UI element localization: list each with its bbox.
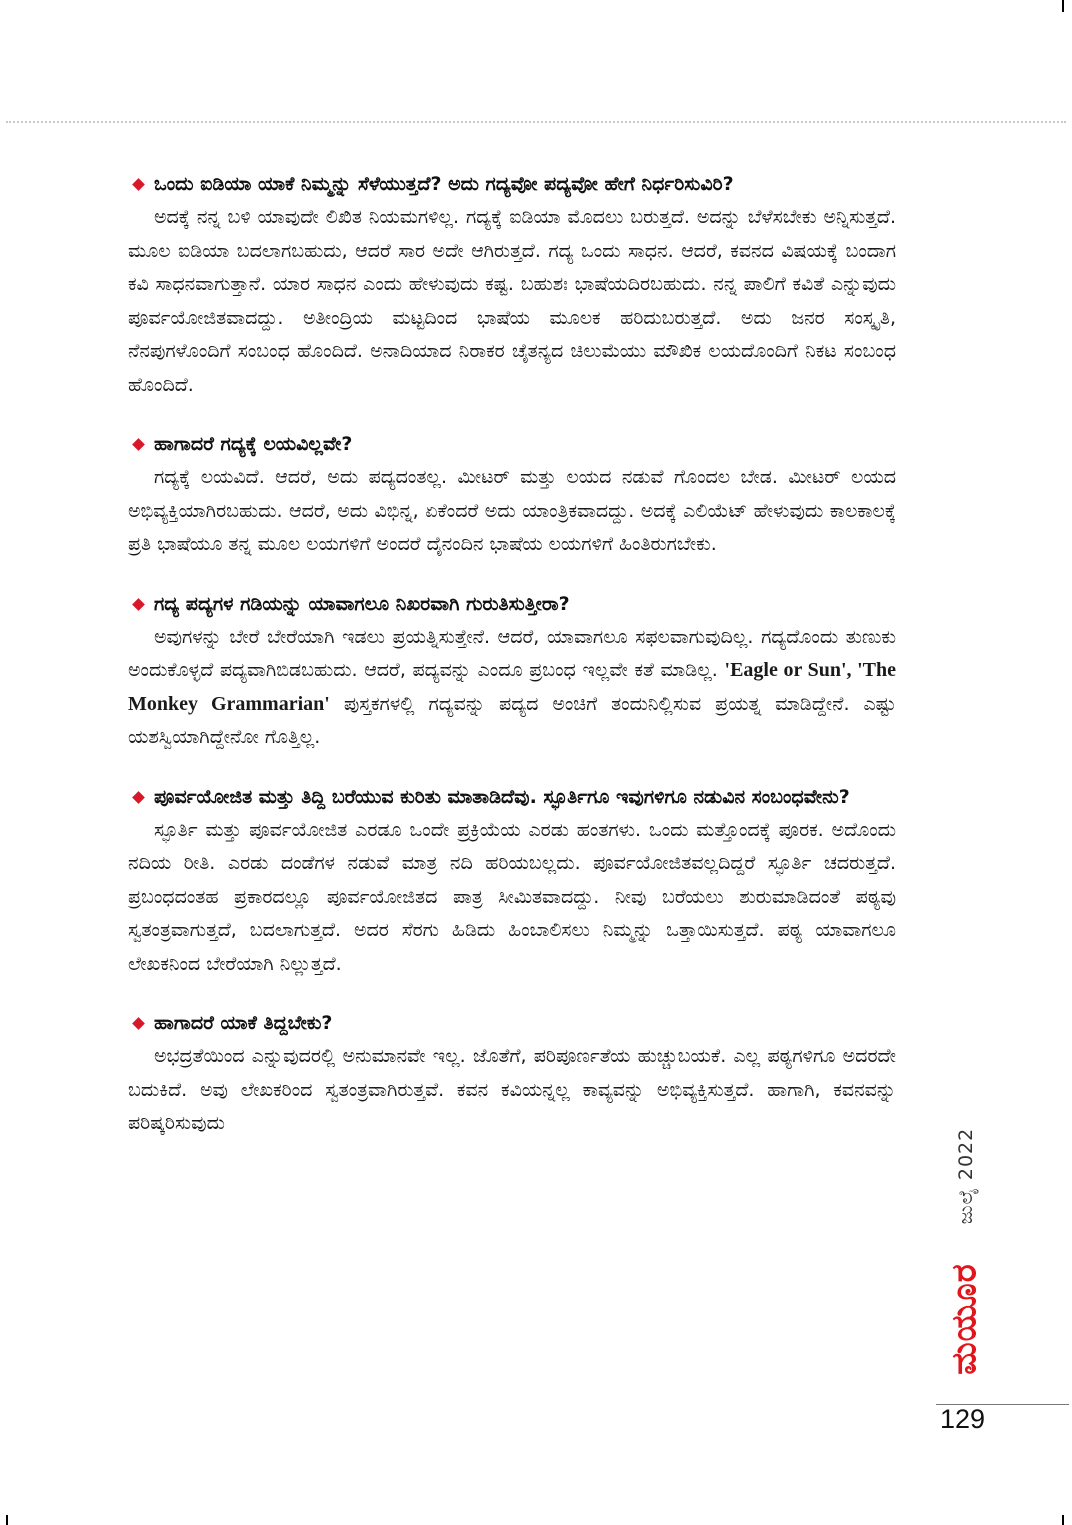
question xyxy=(128,428,896,461)
question-text: ಹಾಗಾದರೆ ಯಾಕೆ ತಿದ್ದಬೇಕು? xyxy=(154,1012,333,1034)
crop-mark-bottom-right xyxy=(1062,1515,1064,1525)
question xyxy=(128,781,896,814)
answer-text-part: ಪುಸ್ತಕಗಳಲ್ಲಿ ಗದ್ಯವನ್ನು ಪದ್ಯದ ಅಂಚಿಗೆ ತಂದುನಿಲ್ಲಿಸುವ ಪ್ರಯತ್ನ ಮಾಡಿದ್ದೇನೆ. ಎಷ್ಟು ಯಶಸ್ವಿಯಾಗಿದ್ದೇನೋ ಗೊತ್ತಿಲ್ಲ. xyxy=(128,692,897,748)
answer-text: ಗದ್ಯಕ್ಕೆ ಲಯವಿದೆ. ಆದರೆ, ಅದು ಪದ್ಯದಂತಲ್ಲ. ಮೀಟರ್ ಮತ್ತು ಲಯದ ನಡುವೆ ಗೊಂದಲ ಬೇಡ. ಮೀಟರ್ ಲಯದ ಅಭಿವ್ಯಕ್ತಿಯಾಗಿರಬಹುದು. ಆದರೆ, ಅದು ವಿಭಿನ್ನ, ಏಕೆಂದರೆ ಅದು ಯಾಂತ್ರಿಕವಾದದ್ದು. ಅದಕ್ಕೆ ಎಲಿಯೆಟ್ ಹೇಳುವುದು ಕಾಲಕಾಲಕ್ಕೆ ಪ್ರತಿ ಭಾಷೆಯೂ ತನ್ನ ಮೂಲ ಲಯಗಳಿಗೆ ಅಂದರೆ ದೈನಂದಿನ ಭಾಷೆಯ ಲಯಗಳಿಗೆ ಹಿಂತಿರುಗಬೇಕು. xyxy=(128,466,896,555)
diamond-bullet-icon xyxy=(128,180,148,189)
question xyxy=(128,168,896,201)
magazine-logo-text: ಮಯೂರ xyxy=(945,1263,985,1375)
question-text: ಒಂದು ಐಡಿಯಾ ಯಾಕೆ ನಿಮ್ಮನ್ನು ಸೆಳೆಯುತ್ತದೆ? ಅದು ಗದ್ಯವೋ ಪದ್ಯವೋ ಹೇಗೆ ನಿರ್ಧರಿಸುವಿರಿ? xyxy=(154,173,734,195)
answer-text: ಸ್ಫೂರ್ತಿ ಮತ್ತು ಪೂರ್ವಯೋಜಿತ ಎರಡೂ ಒಂದೇ ಪ್ರಕ್ರಿಯೆಯ ಎರಡು ಹಂತಗಳು. ಒಂದು ಮತ್ತೊಂದಕ್ಕೆ ಪೂರಕ. ಅದೊಂದು ನದಿಯ ರೀತಿ. ಎರಡು ದಂಡೆಗಳ ನಡುವೆ ಮಾತ್ರ ನದಿ ಹರಿಯಬಲ್ಲದು. ಪೂರ್ವಯೋಜಿತವಲ್ಲದಿದ್ದರೆ ಸ್ಫೂರ್ತಿ ಚದರುತ್ತದೆ. ಪ್ರಬಂಧದಂತಹ ಪ್ರಕಾರದಲ್ಲೂ ಪೂರ್ವಯೋಜಿತದ ಪಾತ್ರ ಸೀಮಿತವಾದದ್ದು. ನೀವು ಬರೆಯಲು ಶುರುಮಾಡಿದಂತೆ ಪಠ್ಯವು ಸ್ವತಂತ್ರವಾಗುತ್ತದೆ, ಬದಲಾಗುತ್ತದೆ. ಅದರ ಸೆರಗು ಹಿಡಿದು ಹಿಂಬಾಲಿಸಲು ನಿಮ್ಮನ್ನು ಒತ್ತಾಯಿಸುತ್ತದೆ. ಪಠ್ಯ ಯಾವಾಗಲೂ ಲೇಖಕನಿಂದ ಬೇರೆಯಾಗಿ ನಿಲ್ಲುತ್ತದೆ. xyxy=(128,818,896,975)
book-titles: 'Eagle or Sun', 'The Monkey Grammarian' xyxy=(128,659,896,715)
qa-section-3 xyxy=(128,588,896,755)
answer-text: ಅಭದ್ರತೆಯಿಂದ ಎನ್ನುವುದರಲ್ಲಿ ಅನುಮಾನವೇ ಇಲ್ಲ. ಜೊತೆಗೆ, ಪರಿಪೂರ್ಣತೆಯ ಹುಚ್ಚುಬಯಕೆ. ಎಲ್ಲ ಪಠ್ಯಗಳಿಗೂ ಅದರದೇ ಬದುಕಿದೆ. ಅವು ಲೇಖಕರಿಂದ ಸ್ವತಂತ್ರವಾಗಿರುತ್ತವೆ. ಕವನ ಕವಿಯನ್ನಲ್ಲ ಕಾವ್ಯವನ್ನು ಅಭಿವ್ಯಕ್ತಿಸುತ್ತದೆ. ಹಾಗಾಗಿ, ಕವನವನ್ನು ಪರಿಷ್ಕರಿಸುವುದು xyxy=(128,1045,896,1134)
qa-section-5 xyxy=(128,1007,896,1141)
qa-section-2 xyxy=(128,428,896,562)
answer-text xyxy=(128,621,896,755)
diamond-bullet-icon xyxy=(128,1019,148,1028)
article-body xyxy=(128,168,896,1167)
question xyxy=(128,1007,896,1040)
crop-mark-bottom-left xyxy=(6,1515,8,1525)
diamond-bullet-icon xyxy=(128,793,148,802)
issue-date xyxy=(953,1122,979,1230)
question-text: ಹಾಗಾದರೆ ಗದ್ಯಕ್ಕೆ ಲಯವಿಲ್ಲವೇ? xyxy=(154,433,353,455)
question-text: ಗದ್ಯ ಪದ್ಯಗಳ ಗಡಿಯನ್ನು ಯಾವಾಗಲೂ ನಿಖರವಾಗಿ ಗುರುತಿಸುತ್ತೀರಾ? xyxy=(154,592,570,615)
header-dotted-rule xyxy=(6,121,1066,123)
page-number: 129 xyxy=(940,1404,986,1434)
qa-section-4 xyxy=(128,781,896,982)
crop-mark-top-right xyxy=(1062,0,1064,12)
qa-section-1 xyxy=(128,168,896,402)
answer-text-part: ಅವುಗಳನ್ನು ಬೇರೆ ಬೇರೆಯಾಗಿ ಇಡಲು ಪ್ರಯತ್ನಿಸುತ್ತೇನೆ. ಆದರೆ, ಯಾವಾಗಲೂ ಸಫಲವಾಗುವುದಿಲ್ಲ. ಗದ್ಯದೊಂದು ತುಣುಕು ಅಂದುಕೊಳ್ಳದೆ ಪದ್ಯವಾಗಿಬಿಡಬಹುದು. ಆದರೆ, ಪದ್ಯವನ್ನು ಎಂದೂ ಪ್ರಬಂಧ ಇಲ್ಲವೇ ಕತೆ ಮಾಡಿಲ್ಲ. xyxy=(128,625,896,681)
question xyxy=(128,588,896,621)
diamond-bullet-icon xyxy=(128,600,148,609)
diamond-bullet-icon xyxy=(128,440,148,449)
magazine-logo xyxy=(937,1234,993,1404)
answer-text: ಅದಕ್ಕೆ ನನ್ನ ಬಳಿ ಯಾವುದೇ ಲಿಖಿತ ನಿಯಮಗಳಿಲ್ಲ. ಗದ್ಯಕ್ಕೆ ಐಡಿಯಾ ಮೊದಲು ಬರುತ್ತದೆ. ಅದನ್ನು ಬೆಳೆಸಬೇಕು ಅನ್ನಿಸುತ್ತದೆ. ಮೂಲ ಐಡಿಯಾ ಬದಲಾಗಬಹುದು, ಆದರೆ ಸಾರ ಅದೇ ಆಗಿರುತ್ತದೆ. ಗದ್ಯ ಒಂದು ಸಾಧನ. ಆದರೆ, ಕವನದ ವಿಷಯಕ್ಕೆ ಬಂದಾಗ ಕವಿ ಸಾಧನವಾಗುತ್ತಾನೆ. ಯಾರ ಸಾಧನ ಎಂದು ಹೇಳುವುದು ಕಷ್ಟ. ಬಹುಶಃ ಭಾಷೆಯದಿರಬಹುದು. ನನ್ನ ಪಾಲಿಗೆ ಕವಿತೆ ಎನ್ನುವುದು ಪೂರ್ವಯೋಜಿತವಾದದ್ದು. ಅತೀಂದ್ರಿಯ ಮಟ್ಟದಿಂದ ಭಾಷೆಯ ಮೂಲಕ ಹರಿದುಬರುತ್ತದೆ. ಅದು ಜನರ ಸಂಸ್ಕೃತಿ, ನೆನಪುಗಳೊಂದಿಗೆ ಸಂಬಂಧ ಹೊಂದಿದೆ. ಅನಾದಿಯಾದ ನಿರಾಕರ ಚೈತನ್ಯದ ಚಿಲುಮೆಯು ಮೌಖಿಕ ಲಯದೊಂದಿಗೆ ನಿಕಟ ಸಂಬಂಧ ಹೊಂದಿದೆ. xyxy=(128,206,896,396)
question-text: ಪೂರ್ವಯೋಜಿತ ಮತ್ತು ತಿದ್ದಿ ಬರೆಯುವ ಕುರಿತು ಮಾತಾಡಿದೆವು. ಸ್ಫೂರ್ತಿಗೂ ಇವುಗಳಿಗೂ ನಡುವಿನ ಸಂಬಂಧವೇನು? xyxy=(154,785,850,808)
issue-date-text: ಜುಲೈ 2022 xyxy=(955,1127,977,1225)
